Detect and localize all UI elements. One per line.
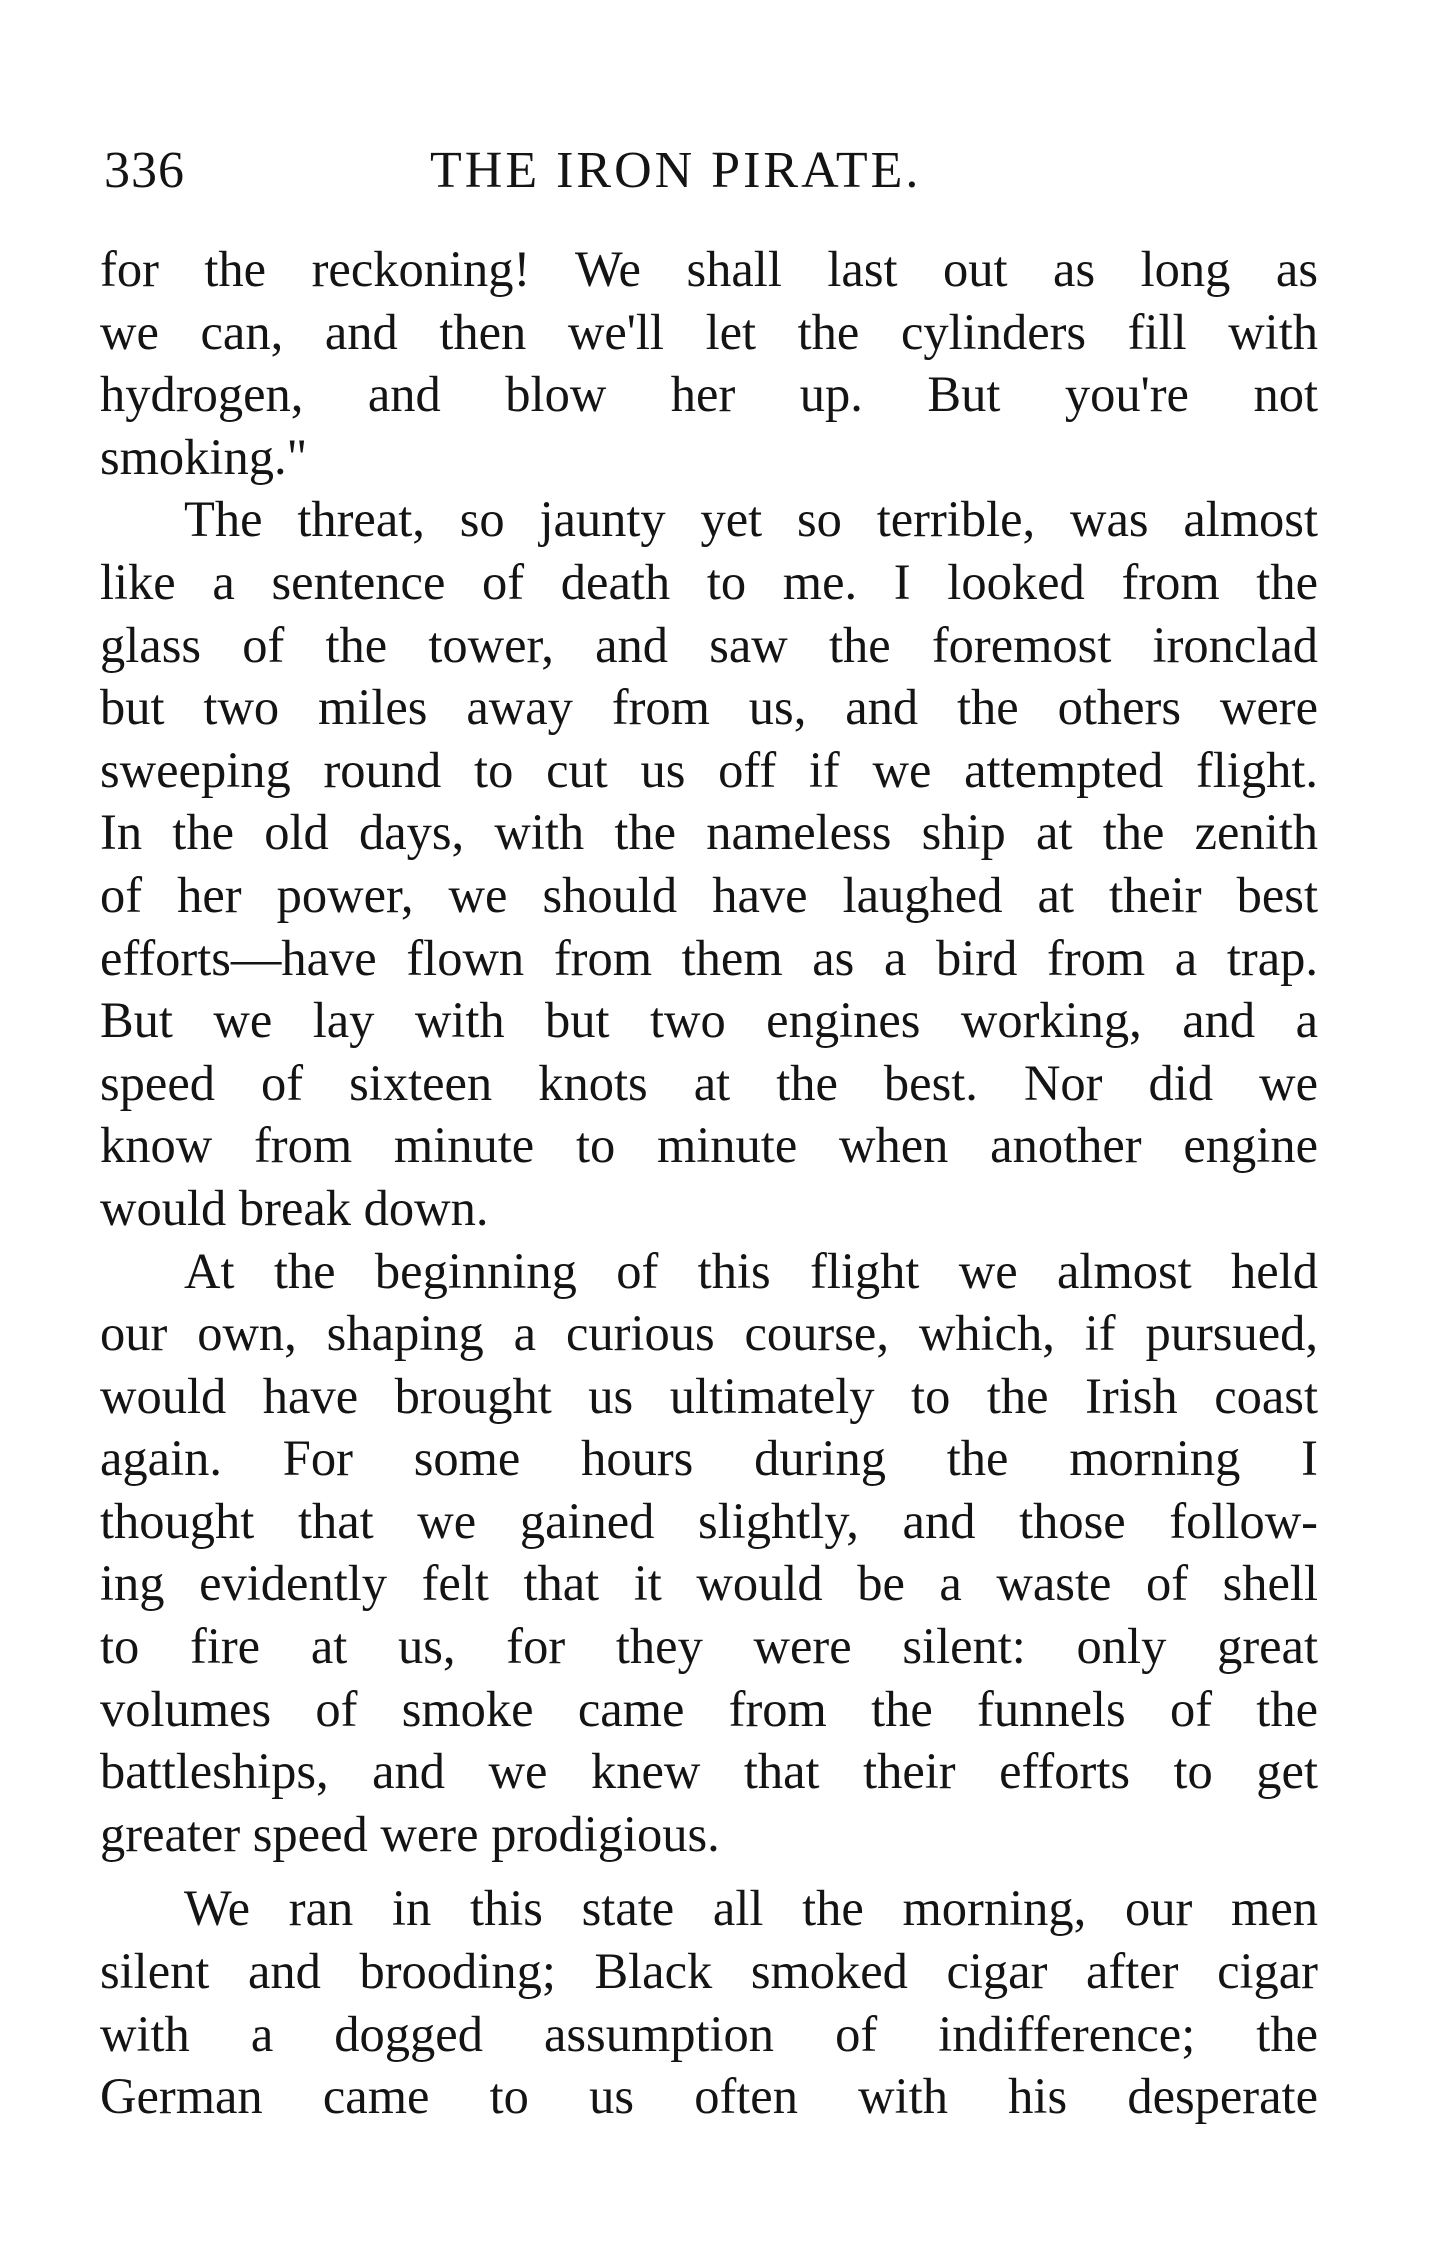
text-line: But we lay with but two engines working, and a	[100, 992, 1318, 1049]
text-line: to fire at us, for they were silent: only great	[100, 1618, 1318, 1675]
text-line: but two miles away from us, and the others were	[100, 679, 1318, 736]
text-line: German came to us often with his desperate	[100, 2068, 1318, 2125]
text-line: smoking."	[100, 428, 308, 485]
text-line: would have brought us ultimately to the Irish coast	[100, 1367, 1318, 1424]
text-line: efforts—have flown from them as a bird from a trap.	[100, 929, 1318, 986]
text-line: sweeping round to cut us off if we attempted flight.	[100, 741, 1318, 798]
paragraph-gap	[100, 1865, 1318, 1877]
text-line: At the beginning of this flight we almost held	[184, 1242, 1318, 1299]
text-line: would break down.	[100, 1179, 489, 1236]
text-line: greater speed were prodigious.	[100, 1805, 720, 1862]
text-line: like a sentence of death to me. I looked from the	[100, 553, 1318, 610]
page-number: 336	[104, 142, 185, 199]
text-line: thought that we gained slightly, and those follow-	[100, 1492, 1318, 1549]
text-line: silent and brooding; Black smoked cigar after cigar	[100, 1943, 1318, 2000]
text-line: We ran in this state all the morning, our men	[184, 1880, 1318, 1937]
body-text	[100, 238, 1318, 2128]
page-header	[104, 138, 1314, 204]
text-line: for the reckoning! We shall last out as long as	[100, 241, 1318, 297]
text-line: our own, shaping a curious course, which, if pursued,	[100, 1305, 1318, 1362]
text-line: with a dogged assumption of indifference; the	[100, 2005, 1318, 2062]
text-line: again. For some hours during the morning I	[100, 1430, 1318, 1487]
text-line: glass of the tower, and saw the foremost ironclad	[100, 616, 1318, 673]
text-line: of her power, we should have laughed at their best	[100, 866, 1318, 923]
text-line: battleships, and we knew that their efforts to get	[100, 1743, 1318, 1800]
text-line: hydrogen, and blow her up. But you're not	[100, 366, 1318, 423]
text-line: we can, and then we'll let the cylinders fill with	[100, 303, 1318, 360]
paragraph	[100, 1240, 1318, 1866]
paragraph	[100, 488, 1318, 1239]
text-line: ing evidently felt that it would be a waste of shell	[100, 1555, 1318, 1612]
text-line: know from minute to minute when another engine	[100, 1117, 1318, 1174]
text-line: volumes of smoke came from the funnels of the	[100, 1680, 1318, 1737]
running-title: THE IRON PIRATE.	[430, 142, 922, 199]
text-line: The threat, so jaunty yet so terrible, was almost	[184, 491, 1318, 548]
paragraph	[100, 1877, 1318, 2127]
text-line: In the old days, with the nameless ship at the zenith	[100, 804, 1318, 861]
text-line: speed of sixteen knots at the best. Nor did we	[100, 1054, 1318, 1111]
paragraph	[100, 238, 1318, 488]
